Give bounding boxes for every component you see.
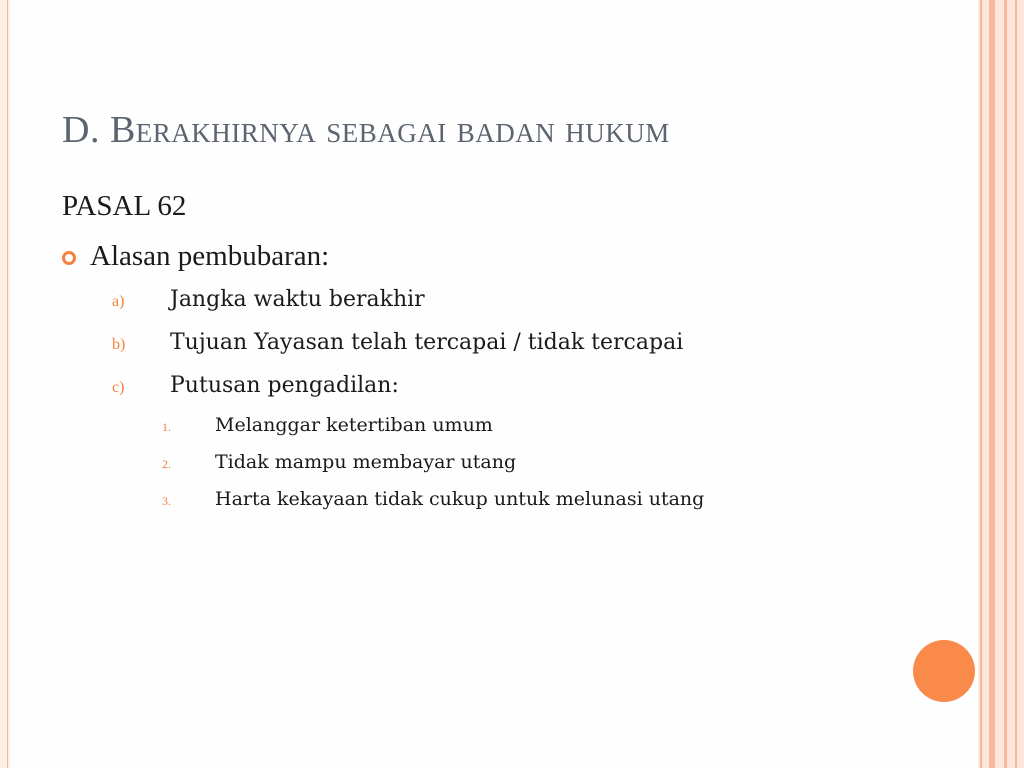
ring-bullet-icon [62, 251, 76, 265]
stripe [989, 0, 995, 768]
sub-list-item-1 [162, 414, 493, 436]
list-item-text: Melanggar ketertiban umum [215, 414, 493, 436]
stripe [980, 0, 982, 768]
list-item-text: Tidak mampu membayar utang [215, 451, 517, 473]
list-marker: 2. [162, 457, 171, 471]
list-item-b [112, 330, 683, 355]
sub-list-item-3 [162, 488, 704, 510]
left-border-decoration [0, 0, 10, 768]
list-marker: 1. [162, 420, 171, 434]
list-item-text: Tujuan Yayasan telah tercapai / tidak tercapai [170, 330, 684, 355]
bullet-text: Alasan pembubaran: [90, 240, 330, 272]
list-item-text: Putusan pengadilan: [170, 373, 399, 398]
list-marker: c) [112, 379, 125, 396]
stripe [1004, 0, 1007, 768]
right-stripes-decoration [978, 0, 1024, 768]
list-item-a [112, 287, 425, 312]
sub-list-item-2 [162, 451, 516, 473]
list-marker: 3. [162, 494, 171, 508]
list-item-text: Jangka waktu berakhir [170, 287, 425, 312]
pasal-heading: PASAL 62 [62, 190, 187, 222]
list-marker: b) [112, 336, 126, 353]
orange-circle-decoration [913, 640, 975, 702]
list-item-c [112, 373, 399, 398]
slide-title: D. Berakhirnya sebagai badan hukum [62, 109, 670, 151]
list-marker: a) [112, 293, 125, 310]
bullet-item [62, 240, 329, 273]
list-item-text: Harta kekayaan tidak cukup untuk melunasi utang [215, 488, 705, 510]
stripe [1015, 0, 1017, 768]
